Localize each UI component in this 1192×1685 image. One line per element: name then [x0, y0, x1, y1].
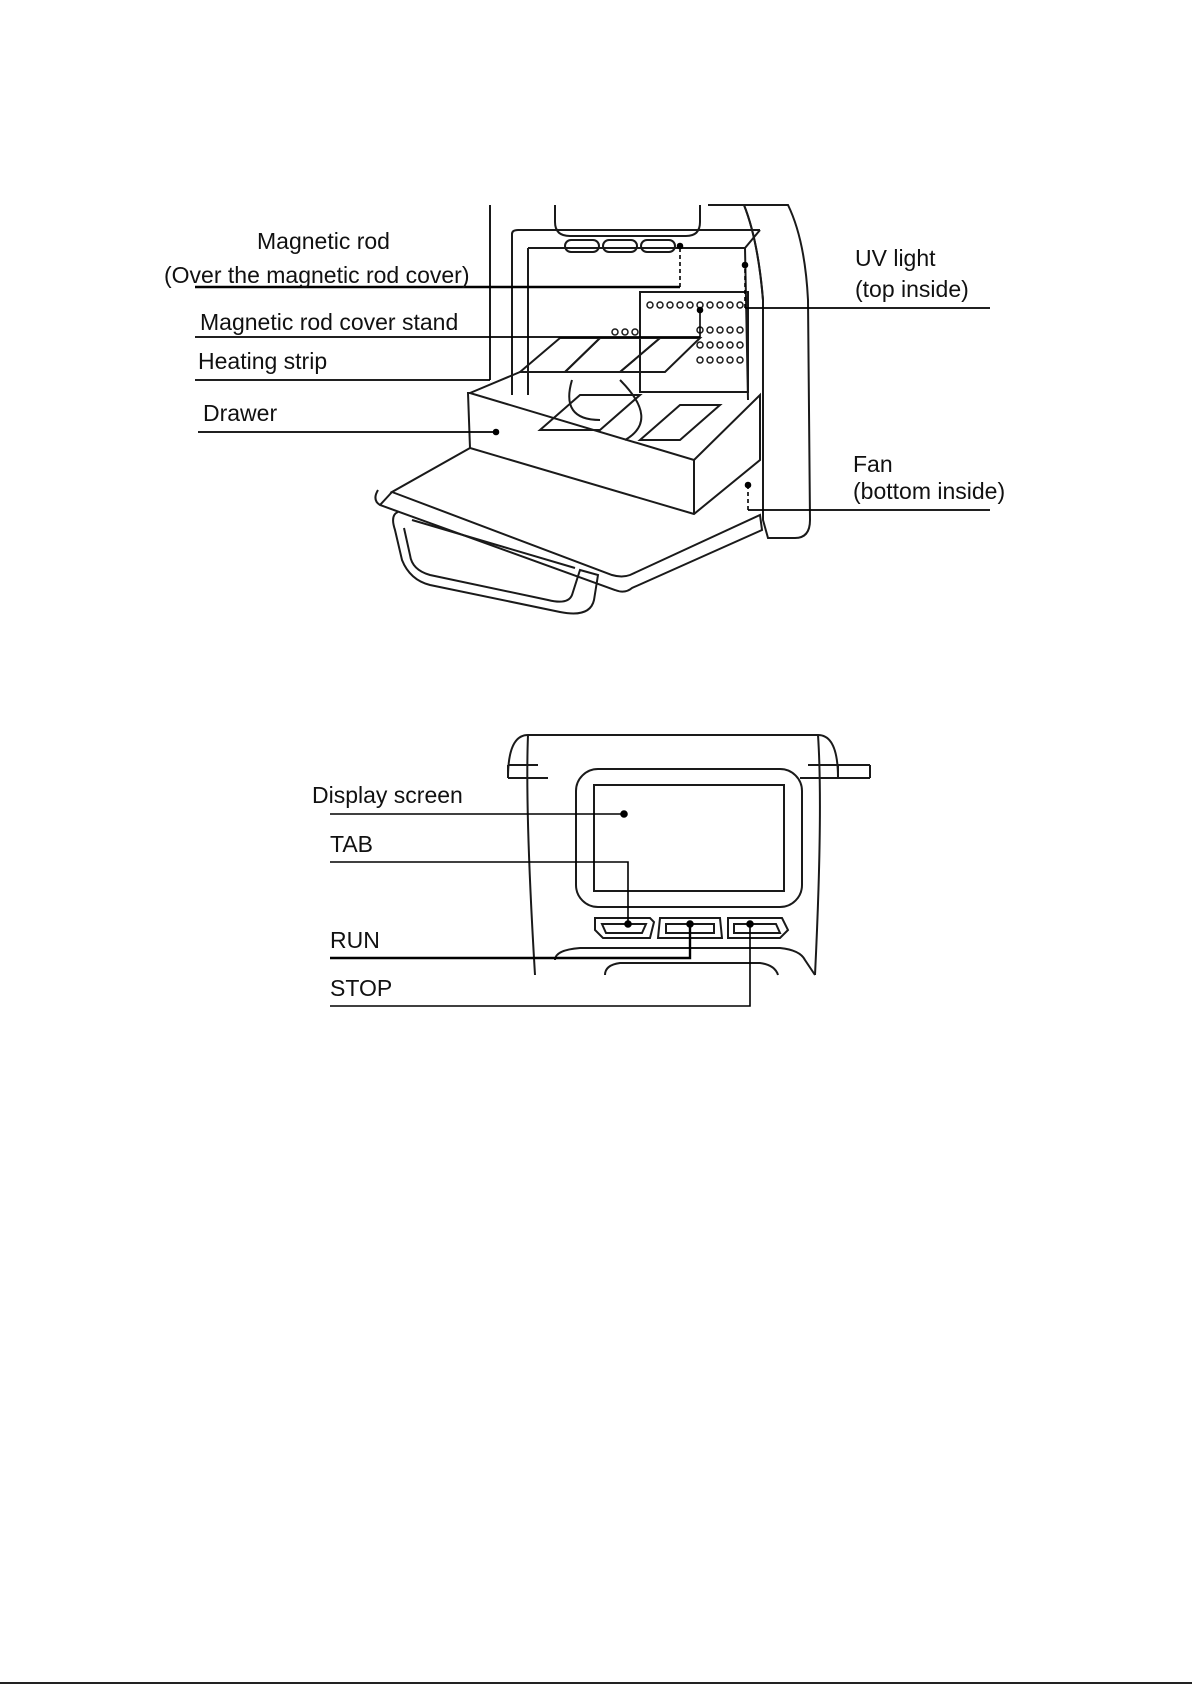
label-magnetic-rod-sub: (Over the magnetic rod cover) — [164, 262, 470, 288]
display-screen — [594, 785, 784, 891]
right-tower — [708, 205, 810, 538]
leader-run — [330, 924, 690, 958]
label-heating-strip: Heating strip — [198, 348, 328, 374]
leader-tab — [330, 862, 628, 922]
label-magnetic-rod: Magnetic rod — [257, 228, 390, 254]
label-fan: Fan — [853, 451, 893, 477]
label-stop: STOP — [330, 975, 393, 1001]
label-tab: TAB — [330, 831, 374, 857]
stop-key — [728, 918, 788, 938]
label-display-screen: Display screen — [312, 782, 463, 808]
tray-holders — [520, 338, 720, 440]
label-uv-light: UV light — [855, 245, 936, 271]
top-panel — [555, 205, 700, 236]
label-rod-cover-stand: Magnetic rod cover stand — [200, 309, 459, 335]
label-fan-sub: (bottom inside) — [853, 478, 1006, 504]
leader-stop — [330, 924, 750, 1006]
drawer-block — [468, 393, 760, 514]
label-uv-light-sub: (top inside) — [855, 276, 969, 302]
chamber-frame — [512, 230, 760, 395]
display-screen-bezel — [576, 769, 802, 907]
leader-lines-fig2 — [330, 811, 753, 1006]
magnetic-rod-holes — [612, 302, 743, 363]
drawer-base — [375, 448, 762, 592]
drawer-handle — [393, 512, 598, 614]
label-drawer: Drawer — [203, 400, 278, 426]
label-run: RUN — [330, 927, 380, 953]
